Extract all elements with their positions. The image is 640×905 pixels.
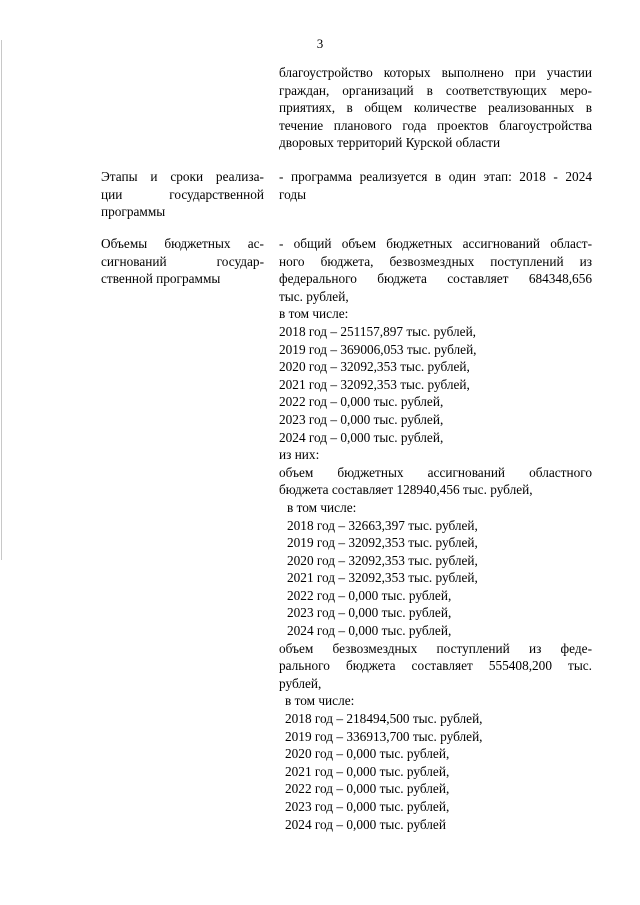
budget-year-line: 2018 год – 251157,897 тыс. рублей, <box>279 323 477 339</box>
regional-year-line: 2019 год – 32092,353 тыс. рублей, <box>287 535 478 551</box>
federal-year-line: 2021 год – 0,000 тыс. рублей, <box>285 763 450 779</box>
page-number: 3 <box>316 36 324 51</box>
federal-year-line: 2022 год – 0,000 тыс. рублей, <box>285 781 450 797</box>
intro-line: течение планового года проектов благоустройства <box>279 117 592 133</box>
federal-year-line: 2023 год – 0,000 тыс. рублей, <box>285 799 450 814</box>
budget-label-line: сигнований государ- <box>101 253 264 269</box>
stages-label <box>101 168 264 221</box>
federal-line: рального бюджета составляет 555408,200 тыс. <box>279 658 592 674</box>
regional-year-line: 2018 год – 32663,397 тыс. рублей, <box>287 517 478 533</box>
budget-of-them: из них: <box>279 447 320 463</box>
regional-year-line: 2021 год – 32092,353 тыс. рублей, <box>287 570 478 586</box>
regional-line: объем бюджетных ассигнований областного <box>279 464 592 480</box>
stages-label-line: Этапы и сроки реализа- <box>101 169 264 184</box>
budget-label <box>101 235 264 288</box>
stages-label-line: программы <box>101 204 166 220</box>
intro-line: приятиях, в общем количестве реализованных в <box>279 100 592 116</box>
stages-value-line: годы <box>279 186 307 202</box>
budget-year-line: 2020 год – 32092,353 тыс. рублей, <box>279 359 470 375</box>
regional-year-line: 2022 год – 0,000 тыс. рублей, <box>287 587 452 603</box>
budget-value <box>279 235 592 833</box>
federal-line: рублей, <box>279 675 322 691</box>
regional-in-that-number: в том числе: <box>287 499 357 515</box>
intro-line: граждан, организаций в соответствующих меро- <box>279 82 592 98</box>
intro-line: благоустройство которых выполнено при участии <box>279 65 592 80</box>
stages-value-line: - программа реализуется в один этап: 2018 - 2024 <box>279 169 592 184</box>
regional-year-line: 2023 год – 0,000 тыс. рублей, <box>287 605 452 621</box>
stages-value <box>279 168 592 203</box>
budget-total-line: ного бюджета, безвозмездных поступлений из <box>279 253 592 269</box>
budget-label-line: Объемы бюджетных ас- <box>101 236 264 251</box>
budget-total-line: федерального бюджета составляет 684348,656 <box>279 271 592 287</box>
federal-year-line: 2024 год – 0,000 тыс. рублей <box>285 816 446 832</box>
budget-in-that-number: в том числе: <box>279 306 349 322</box>
budget-total-line: - общий объем бюджетных ассигнований област- <box>279 236 592 251</box>
intro-line: дворовых территорий Курской области <box>279 135 501 151</box>
federal-in-that-number: в том числе: <box>285 693 355 709</box>
budget-total-line: тыс. рублей, <box>279 288 349 304</box>
budget-year-line: 2019 год – 369006,053 тыс. рублей, <box>279 341 477 357</box>
federal-year-line: 2019 год – 336913,700 тыс. рублей, <box>285 728 483 744</box>
regional-year-line: 2020 год – 32092,353 тыс. рублей, <box>287 552 478 568</box>
intro-paragraph <box>279 64 592 152</box>
regional-year-line: 2024 год – 0,000 тыс. рублей, <box>287 623 452 639</box>
federal-year-line: 2018 год – 218494,500 тыс. рублей, <box>285 711 483 727</box>
federal-year-line: 2020 год – 0,000 тыс. рублей, <box>285 746 450 762</box>
budget-year-line: 2024 год – 0,000 тыс. рублей, <box>279 429 444 445</box>
budget-label-line: ственной программы <box>101 271 221 287</box>
budget-year-line: 2023 год – 0,000 тыс. рублей, <box>279 411 444 427</box>
federal-line: объем безвозмездных поступлений из феде- <box>279 640 592 656</box>
budget-year-line: 2022 год – 0,000 тыс. рублей, <box>279 394 444 410</box>
regional-line: бюджета составляет 128940,456 тыс. рублей, <box>279 482 533 498</box>
stages-label-line: ции государственной <box>101 186 264 202</box>
budget-year-line: 2021 год – 32092,353 тыс. рублей, <box>279 376 470 392</box>
scan-edge-line <box>1 40 2 560</box>
